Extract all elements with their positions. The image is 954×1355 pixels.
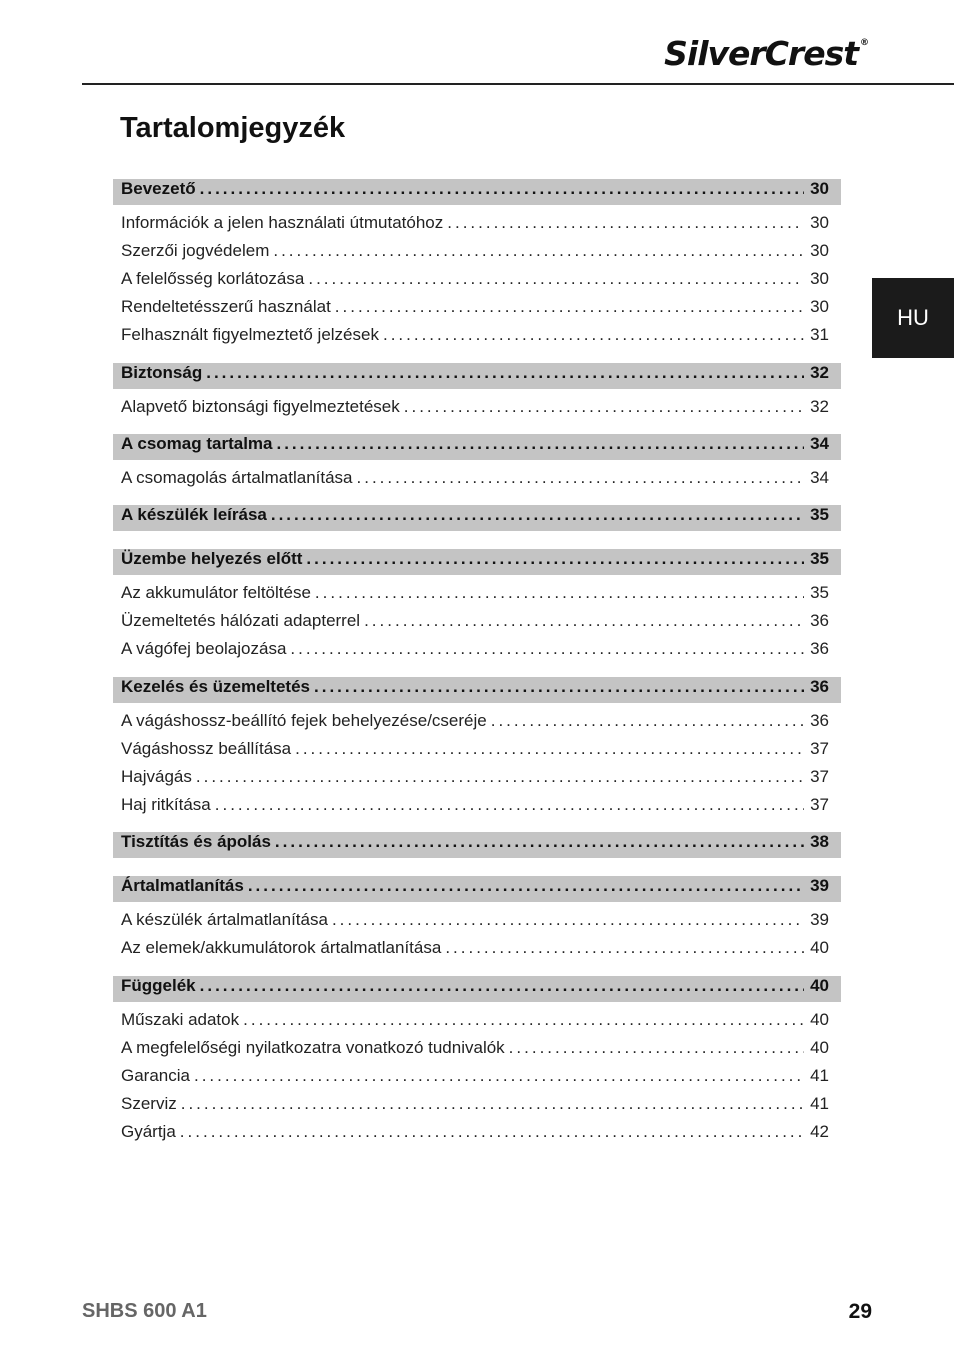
toc-section-heading[interactable] [113,434,841,460]
toc-section-page: 35 [810,505,829,524]
toc-entry-label: Vágáshossz beállítása [121,739,292,758]
toc-section-page: 39 [810,876,829,895]
toc-entry-label: A vágófej beolajozása [121,639,287,658]
toc-section [113,549,841,663]
toc-section-title: Bevezető [121,179,196,198]
registered-mark: ® [860,38,868,48]
footer-page-number: 29 [848,1300,872,1323]
toc-section [113,179,841,349]
toc-entry[interactable] [113,265,841,293]
toc-section [113,677,841,819]
toc-entry[interactable] [113,237,841,265]
toc-section-heading[interactable] [113,179,841,205]
toc-leader [491,711,804,731]
toc-leader [332,910,804,930]
brand-name: SilverCrest [664,34,858,73]
toc-entry-page: 39 [810,910,829,929]
toc-section [113,976,841,1146]
toc-entry-page: 30 [810,213,829,232]
toc-leader [276,434,804,454]
toc-section [113,434,841,492]
toc-entry-label: Alapvető biztonsági figyelmeztetések [121,397,400,416]
toc-entry[interactable] [113,906,841,934]
toc-section-page: 35 [810,549,829,568]
toc-entry[interactable] [113,1062,841,1090]
brand-logo [664,34,868,73]
toc-leader [215,795,804,815]
toc-section-page: 30 [810,179,829,198]
toc-entry-page: 40 [810,1038,829,1057]
toc-entry[interactable] [113,579,841,607]
toc-leader [315,583,804,603]
toc-entry-label: Műszaki adatok [121,1010,240,1029]
toc-entry[interactable] [113,1118,841,1146]
toc-entry[interactable] [113,607,841,635]
toc-entry-page: 37 [810,767,829,786]
toc-section-title: A készülék leírása [121,505,267,524]
toc-leader [290,639,804,659]
toc-entry-page: 42 [810,1122,829,1141]
toc-entry-label: A felelősség korlátozása [121,269,305,288]
toc-entry-page: 31 [810,325,829,344]
toc-section [113,505,841,531]
toc-section-heading[interactable] [113,832,841,858]
toc-entry-label: A csomagolás ártalmatlanítása [121,468,353,487]
toc-entry-page: 36 [810,711,829,730]
toc-entry-page: 34 [810,468,829,487]
toc-leader [206,363,804,383]
toc-entry[interactable] [113,1006,841,1034]
toc-leader [275,832,804,852]
page-title: Tartalomjegyzék [120,112,346,144]
toc-entry-page: 35 [810,583,829,602]
toc-leader [194,1066,804,1086]
toc-leader [181,1094,804,1114]
toc-entry-label: Információk a jelen használati útmutatóhoz [121,213,444,232]
toc-section-heading[interactable] [113,976,841,1002]
toc-section [113,832,841,858]
toc-entry-label: Gyártja [121,1122,176,1141]
toc-entry[interactable] [113,791,841,819]
toc-leader [273,241,804,261]
toc-entry-label: Az elemek/akkumulátorok ártalmatlanítása [121,938,442,957]
toc-section-page: 32 [810,363,829,382]
toc-entry-page: 37 [810,739,829,758]
toc-leader [200,179,804,199]
toc-section [113,876,841,962]
toc-entry-label: Szerviz [121,1094,177,1113]
toc-entry-page: 30 [810,269,829,288]
toc-leader [445,938,804,958]
toc-entry[interactable] [113,934,841,962]
toc-entry[interactable] [113,635,841,663]
toc-section-heading[interactable] [113,876,841,902]
toc-leader [447,213,804,233]
toc-leader [509,1038,804,1058]
toc-entry-label: Garancia [121,1066,190,1085]
toc-section-page: 36 [810,677,829,696]
toc-entry-label: Rendeltetésszerű használat [121,297,331,316]
toc-leader [200,976,804,996]
toc-section-title: Ártalmatlanítás [121,876,244,895]
toc-entry-label: Az akkumulátor feltöltése [121,583,311,602]
toc-entry-label: Üzemeltetés hálózati adapterrel [121,611,361,630]
toc-entry-label: Haj ritkítása [121,795,211,814]
toc-entry[interactable] [113,763,841,791]
toc-entry-page: 30 [810,241,829,260]
toc-entry[interactable] [113,464,841,492]
toc-leader [196,767,804,787]
toc-leader [306,549,804,569]
toc-section-heading[interactable] [113,549,841,575]
toc-entry-page: 41 [810,1066,829,1085]
toc-section-heading[interactable] [113,505,841,531]
toc-entry-label: A készülék ártalmatlanítása [121,910,328,929]
toc-entry-label: A vágáshossz-beállító fejek behelyezése/cseréje [121,711,487,730]
toc-section-title: Függelék [121,976,196,995]
toc-section-title: Üzembe helyezés előtt [121,549,303,568]
toc-section-title: Biztonság [121,363,203,382]
toc-section-title: A csomag tartalma [121,434,273,453]
toc-entry-label: Szerzői jogvédelem [121,241,270,260]
toc-section-title: Tisztítás és ápolás [121,832,271,851]
toc-section-heading[interactable] [113,363,841,389]
toc-entry[interactable] [113,1090,841,1118]
toc-leader [383,325,804,345]
toc-entry[interactable] [113,735,841,763]
toc-leader [364,611,804,631]
toc-section-page: 34 [810,434,829,453]
toc-entry-page: 37 [810,795,829,814]
toc-entry-page: 30 [810,297,829,316]
toc-entry-page: 36 [810,639,829,658]
toc-leader [314,677,804,697]
footer-model-number: SHBS 600 A1 [82,1300,207,1322]
toc-leader [248,876,804,896]
toc-leader [357,468,805,488]
header-rule [82,83,954,85]
language-tab [872,278,954,358]
toc-leader [335,297,804,317]
toc-leader [180,1122,804,1142]
toc-section-title: Kezelés és üzemeltetés [121,677,310,696]
toc-entry[interactable] [113,209,841,237]
toc-entry[interactable] [113,1034,841,1062]
toc-entry-page: 41 [810,1094,829,1113]
toc-entry[interactable] [113,393,841,421]
toc-entry-page: 40 [810,938,829,957]
toc-entry-label: A megfelelőségi nyilatkozatra vonatkozó tudnivalók [121,1038,505,1057]
toc-entry[interactable] [113,293,841,321]
toc-leader [243,1010,804,1030]
toc-entry[interactable] [113,321,841,349]
toc-leader [271,505,804,525]
toc-section-page: 40 [810,976,829,995]
toc-entry-page: 36 [810,611,829,630]
toc-section [113,363,841,421]
toc-leader [308,269,804,289]
language-tab-label: HU [897,305,929,330]
toc-entry-page: 32 [810,397,829,416]
toc-entry-label: Hajvágás [121,767,192,786]
toc-section-heading[interactable] [113,677,841,703]
toc-section-page: 38 [810,832,829,851]
toc-leader [404,397,804,417]
toc-leader [295,739,804,759]
toc-entry-label: Felhasznált figyelmeztető jelzések [121,325,379,344]
toc-entry-page: 40 [810,1010,829,1029]
toc-entry[interactable] [113,707,841,735]
